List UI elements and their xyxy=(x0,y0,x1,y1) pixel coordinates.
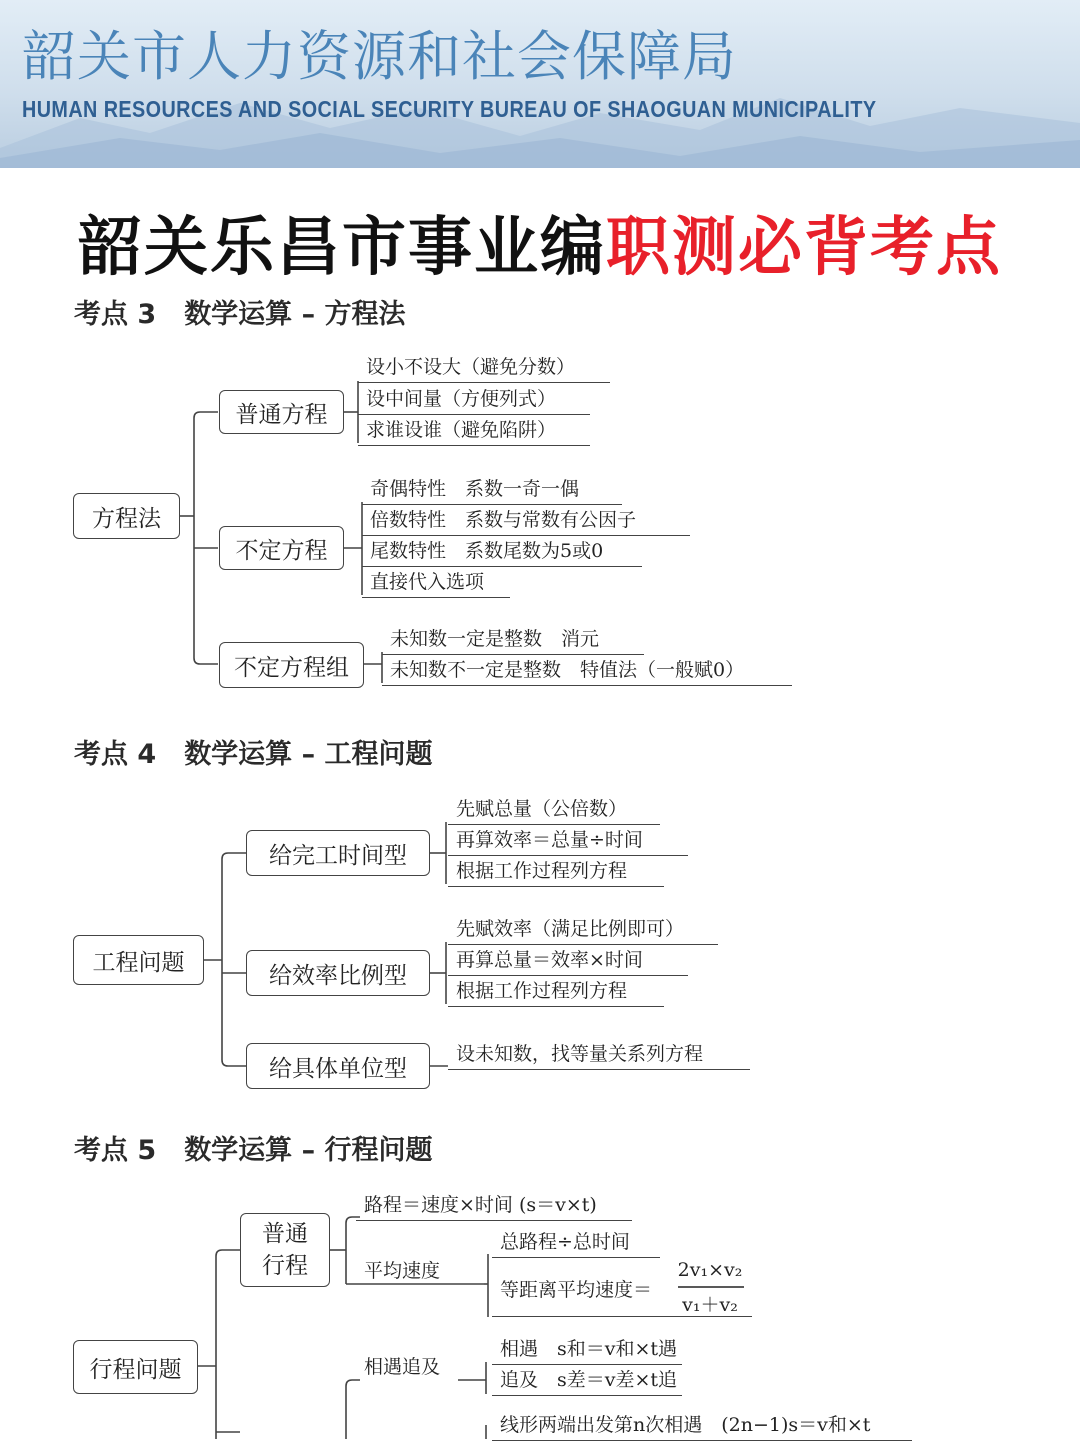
leaf-linear-meet: 线形两端出发第n次相遇 (2n−1)s＝v和×t xyxy=(492,1410,912,1441)
leaf-completion-3: 根据工作过程列方程 xyxy=(448,856,664,887)
node-indeterminate-system: 不定方程组 xyxy=(219,642,364,688)
banner-title-cn: 韶关市人力资源和社会保障局 xyxy=(22,25,737,88)
leaf-efficiency-2: 再算总量＝效率×时间 xyxy=(448,945,688,976)
avg-fraction-numerator: 2v₁×v₂ xyxy=(677,1259,743,1281)
leaf-ordinary-1: 设小不设大（避免分数） xyxy=(358,352,610,383)
section-3-heading: 数学运算 – 方程法 xyxy=(184,299,406,330)
node-root-equation: 方程法 xyxy=(73,493,180,539)
leaf-meet-chase: 相遇追及 xyxy=(364,1356,441,1378)
leaf-average-speed: 平均速度 xyxy=(364,1260,441,1282)
leaf-indeterminate-4: 直接代入选项 xyxy=(362,567,510,598)
section-5-heading: 数学运算 – 行程问题 xyxy=(184,1135,433,1166)
node-ordinary-travel-line1: 普通 xyxy=(262,1221,308,1247)
section-3-number: 考点 3 xyxy=(74,299,157,330)
node-specific-unit: 给具体单位型 xyxy=(246,1043,430,1089)
section-4-heading: 数学运算 – 工程问题 xyxy=(184,739,433,770)
leaf-indeterminate-2: 倍数特性 系数与常数有公因子 xyxy=(362,505,690,536)
node-completion-time: 给完工时间型 xyxy=(246,830,430,876)
leaf-ordinary-2: 设中间量（方便列式） xyxy=(358,384,590,415)
page-title-black: 韶关乐昌市事业编 xyxy=(78,211,606,285)
node-indeterminate-equation: 不定方程 xyxy=(219,526,344,570)
leaf-system-1: 未知数一定是整数 消元 xyxy=(382,624,644,655)
leaf-efficiency-1: 先赋效率（满足比例即可） xyxy=(448,914,718,945)
section-4-number: 考点 4 xyxy=(74,739,157,770)
leaf-ordinary-3: 求谁设谁（避免陷阱） xyxy=(358,415,590,446)
leaf-efficiency-3: 根据工作过程列方程 xyxy=(448,976,664,1007)
node-efficiency-ratio: 给效率比例型 xyxy=(246,950,430,996)
banner-title-en: HUMAN RESOURCES AND SOCIAL SECURITY BUREAU OF SHAOGUAN MUNICIPALITY xyxy=(22,96,877,122)
section-5-number: 考点 5 xyxy=(74,1135,157,1166)
avg-fraction-denominator: v₁＋v₂ xyxy=(682,1294,738,1316)
leaf-avg-total: 总路程÷总时间 xyxy=(492,1227,660,1258)
leaf-indeterminate-1: 奇偶特性 系数一奇一偶 xyxy=(362,474,622,505)
leaf-meet: 相遇 s和＝v和×t遇 xyxy=(492,1334,682,1365)
node-ordinary-equation: 普通方程 xyxy=(219,390,344,434)
leaf-system-2: 未知数不一定是整数 特值法（一般赋0） xyxy=(382,655,792,686)
leaf-specific-1: 设未知数，找等量关系列方程 xyxy=(448,1039,750,1070)
leaf-completion-2: 再算效率＝总量÷时间 xyxy=(448,825,688,856)
leaf-basic-formula: 路程＝速度×时间 (s＝v×t) xyxy=(356,1190,632,1221)
leaf-chase: 追及 s差＝v差×t追 xyxy=(492,1365,682,1396)
page-title-red: 职测必背考点 xyxy=(606,211,1002,285)
node-root-engineering: 工程问题 xyxy=(73,935,204,985)
node-ordinary-travel-line2: 行程 xyxy=(262,1253,308,1279)
leaf-indeterminate-3: 尾数特性 系数尾数为5或0 xyxy=(362,536,642,567)
leaf-avg-equal-distance-label: 等距离平均速度＝ xyxy=(500,1279,653,1301)
node-root-travel: 行程问题 xyxy=(73,1340,198,1394)
leaf-completion-1: 先赋总量（公倍数） xyxy=(448,794,660,825)
